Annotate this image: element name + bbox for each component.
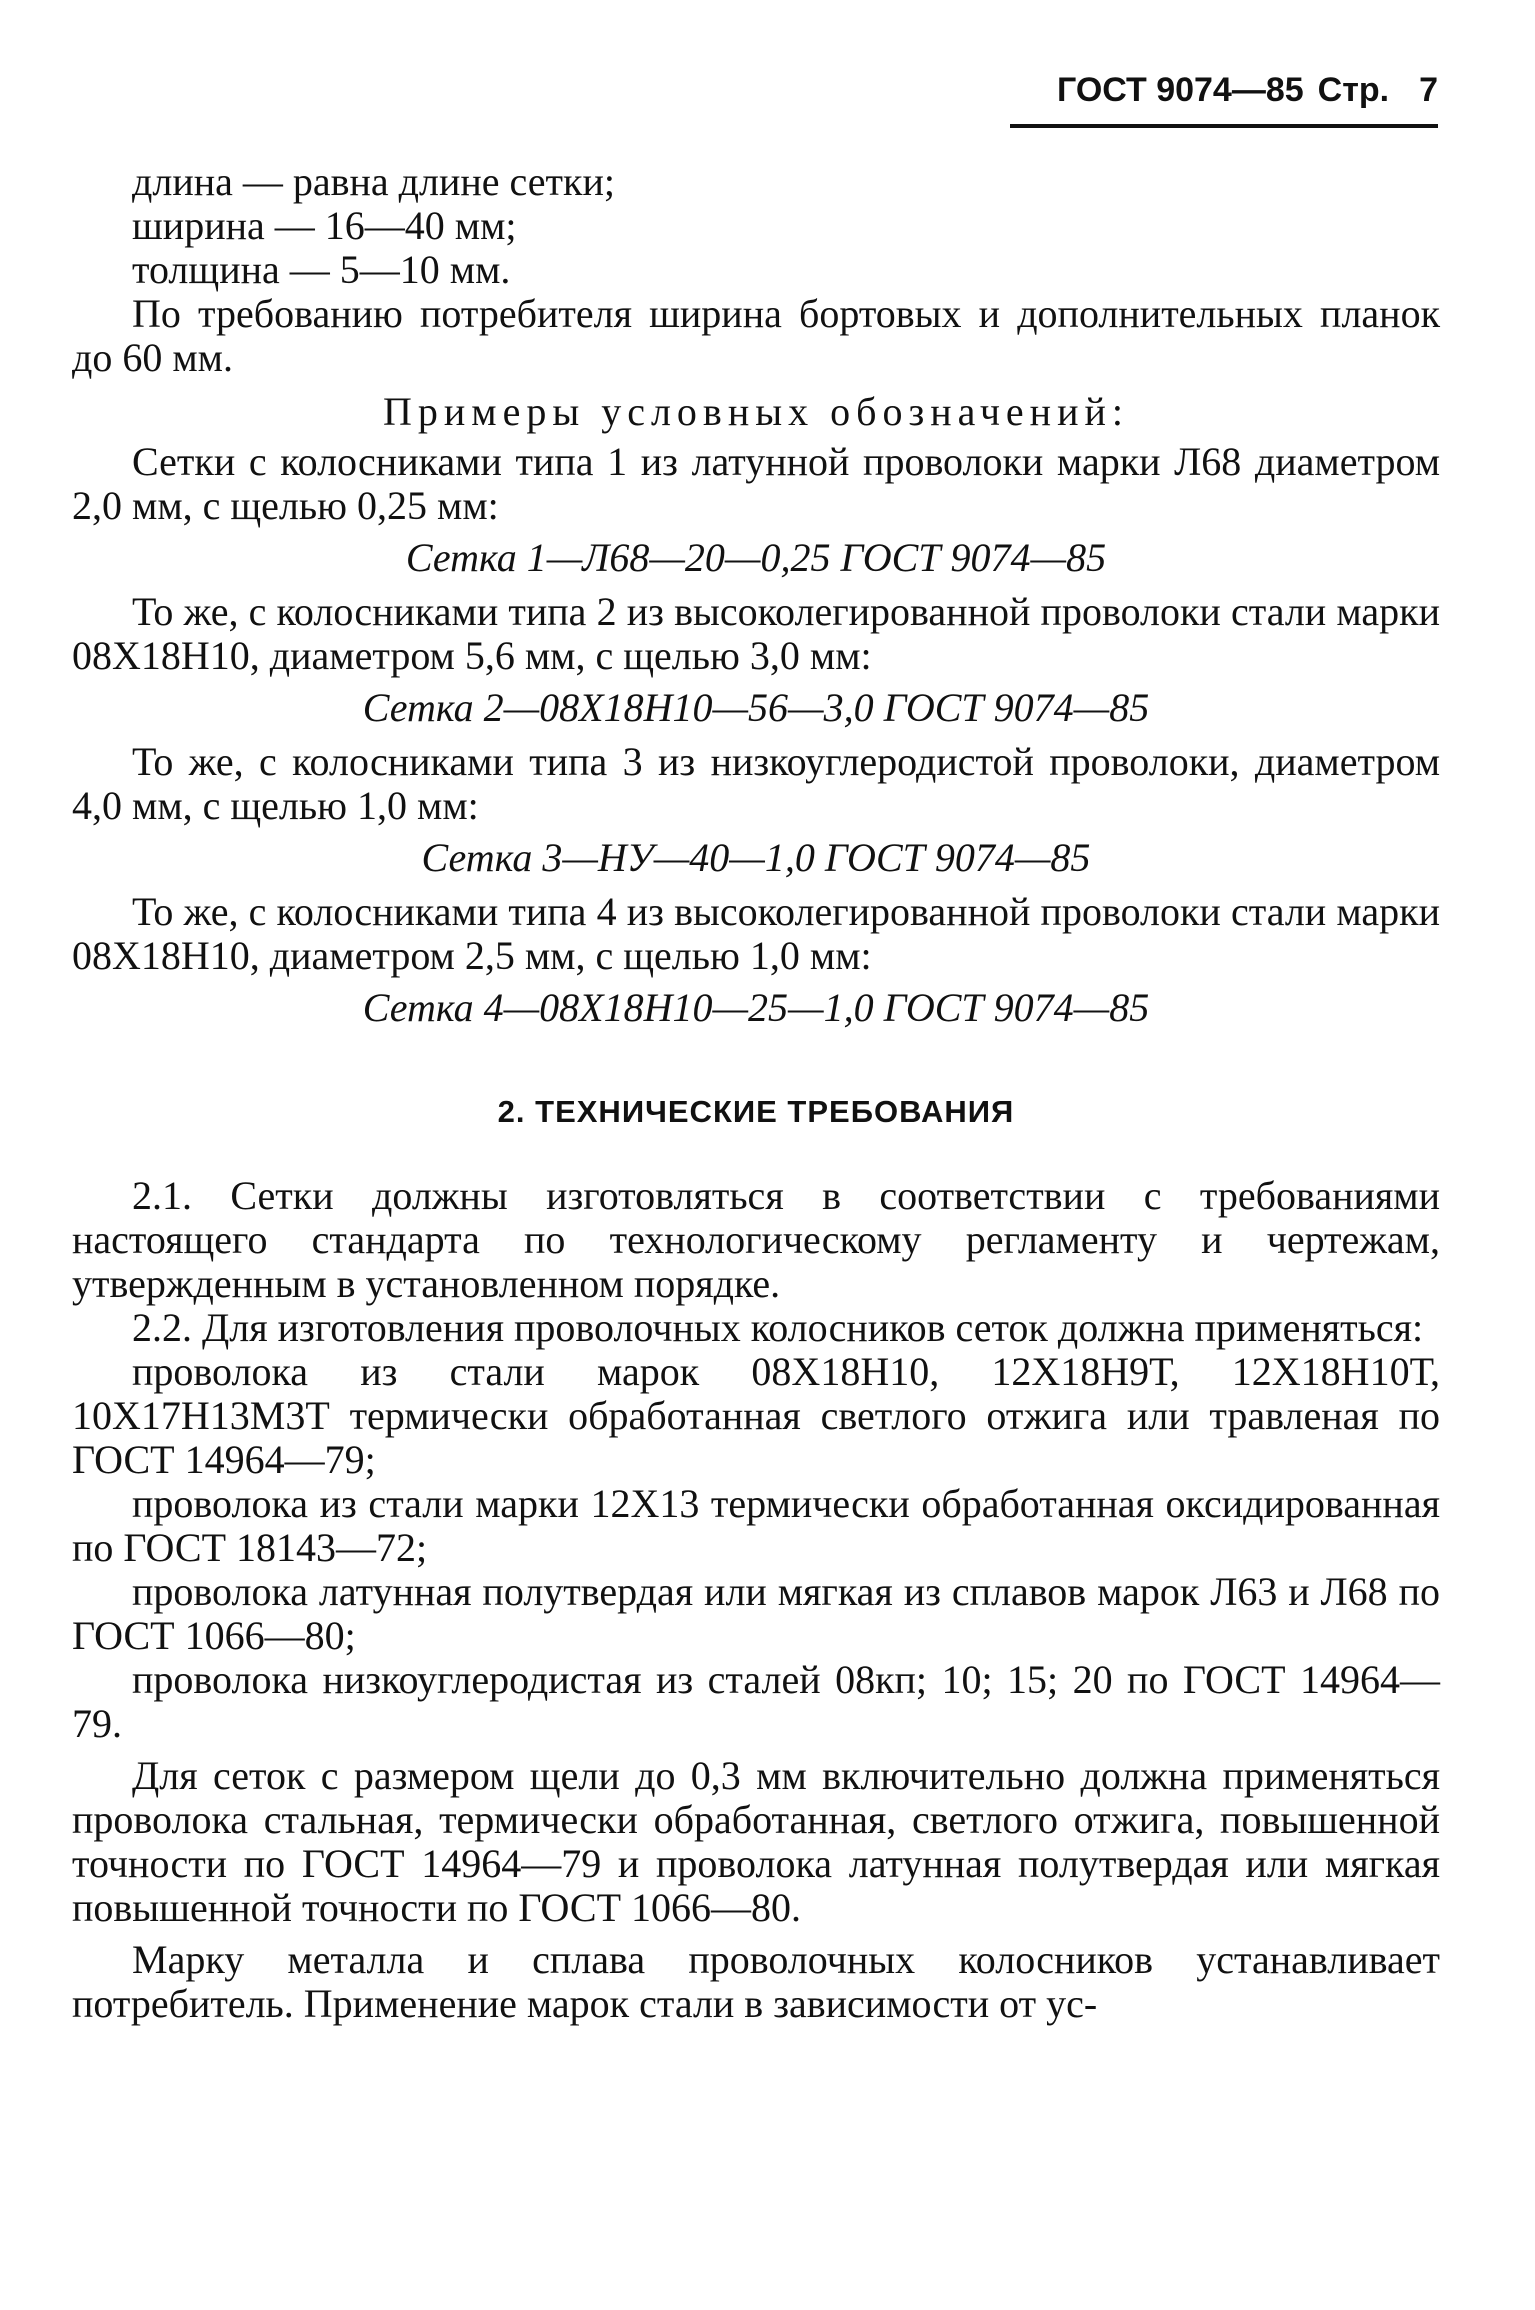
- document-body: [72, 160, 1440, 2026]
- example-text: То же, с колосниками типа 2 из высоколегированной проволоки стали марки 08Х18Н10, диаметром 5,6 мм, с щелью 3,0 мм:: [72, 589, 1440, 678]
- page-label: Стр.: [1317, 71, 1390, 109]
- paragraph-slot-size: Для сеток с размером щели до 0,3 мм включительно должна применяться проволока стальная, термически обработанная, светлого отжига, повышенной точности по ГОСТ 14964—79 и проволока латунная полутвердая или мягкая повышенной точности по ГОСТ 1066—80.: [72, 1753, 1440, 1930]
- paragraph-2-1: 2.1. Сетки должны изготовляться в соответствии с требованиями настоящего стандарта по технологическому регламенту и чертежам, утвержденным в установленном порядке.: [72, 1173, 1440, 1306]
- wire-item: проволока из стали марки 12Х13 термически обработанная оксидированная по ГОСТ 18143—72;: [72, 1481, 1440, 1570]
- wire-item: проволока из стали марок 08Х18Н10, 12Х18Н9Т, 12Х18Н10Т, 10Х17Н13М3Т термически обработанная светлого отжига или травленая по ГОСТ 14964—79;: [72, 1349, 1440, 1482]
- example-text: Сетки с колосниками типа 1 из латунной проволоки марки Л68 диаметром 2,0 мм, с щелью 0,25 мм:: [72, 439, 1440, 528]
- dimension-thickness: толщина — 5—10 мм.: [132, 247, 511, 292]
- example-designation: Сетка 3—НУ—40—1,0 ГОСТ 9074—85: [421, 835, 1091, 880]
- standard-number: ГОСТ 9074—85: [1057, 71, 1304, 109]
- example-designation: Сетка 4—08Х18Н10—25—1,0 ГОСТ 9074—85: [362, 985, 1150, 1030]
- paragraph-width-request: По требованию потребителя ширина бортовых и дополнительных планок до 60 мм.: [72, 291, 1440, 380]
- example-designation: Сетка 2—08Х18Н10—56—3,0 ГОСТ 9074—85: [362, 685, 1150, 730]
- paragraph-metal-grade: Марку металла и сплава проволочных колосников устанавливает потребитель. Применение марок стали в зависимости от ус-: [72, 1937, 1440, 2026]
- paragraph-2-2: 2.2. Для изготовления проволочных колосников сеток должна применяться:: [132, 1305, 1424, 1350]
- example-text: То же, с колосниками типа 3 из низкоуглеродистой проволоки, диаметром 4,0 мм, с щелью 1,0 мм:: [72, 739, 1440, 828]
- example-designation: Сетка 1—Л68—20—0,25 ГОСТ 9074—85: [405, 535, 1107, 580]
- wire-item: проволока латунная полутвердая или мягкая из сплавов марок Л63 и Л68 по ГОСТ 1066—80;: [72, 1569, 1440, 1658]
- example-text: То же, с колосниками типа 4 из высоколегированной проволоки стали марки 08Х18Н10, диаметром 2,5 мм, с щелью 1,0 мм:: [72, 889, 1440, 978]
- dimension-length: длина — равна длине сетки;: [132, 159, 615, 204]
- examples-heading: Примеры условных обозначений:: [382, 389, 1130, 434]
- dimension-width: ширина — 16—40 мм;: [132, 203, 517, 248]
- page-header: [1010, 64, 1438, 128]
- page-number: 7: [1419, 71, 1438, 109]
- wire-item: проволока низкоуглеродистая из сталей 08кп; 10; 15; 20 по ГОСТ 14964—79.: [72, 1657, 1440, 1746]
- section-title: 2. ТЕХНИЧЕСКИЕ ТРЕБОВАНИЯ: [497, 1094, 1015, 1129]
